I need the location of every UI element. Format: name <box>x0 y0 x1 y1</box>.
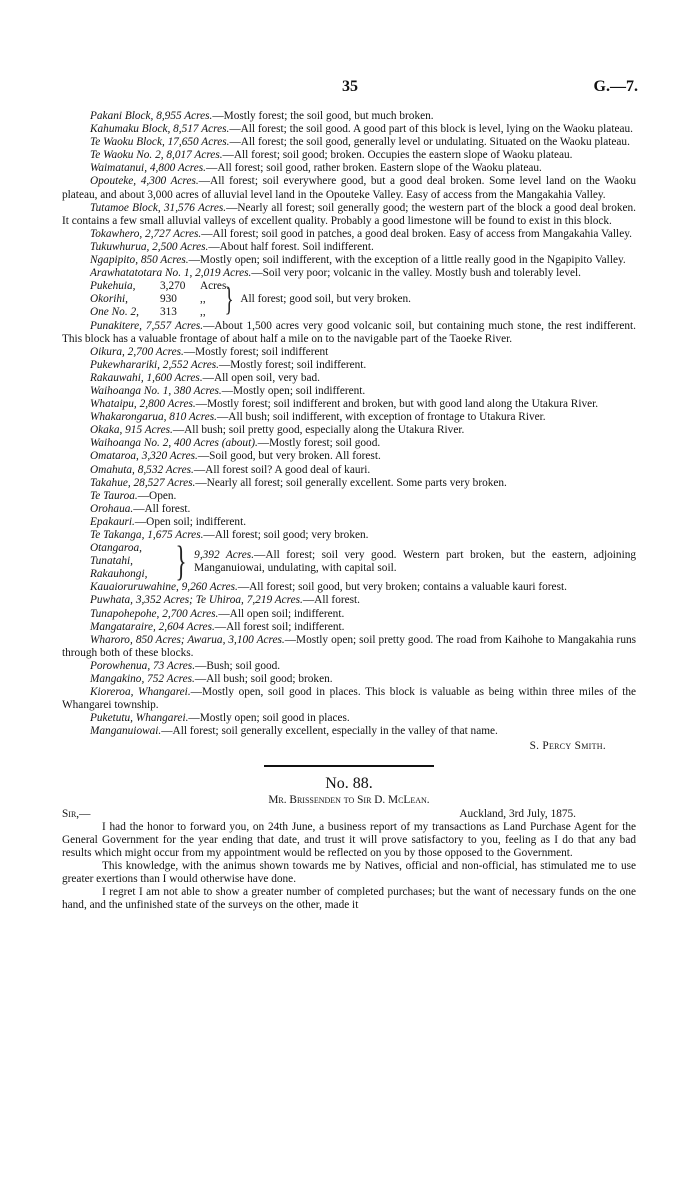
block-acres: 1,675 Acres. <box>147 529 204 541</box>
block-entry <box>62 673 636 686</box>
block-entry <box>62 254 636 267</box>
block-acres: 31,576 Acres. <box>163 201 227 214</box>
block-entry <box>62 490 636 503</box>
block-description: —Mostly forest; soil indifferent <box>183 345 329 358</box>
block-acres: 2,700 Acres. <box>162 607 219 620</box>
block-name: Wharoro, <box>90 633 133 646</box>
block-description: —Mostly open, soil good in places. This block is valuable as being within three miles of the Whangarei township. <box>62 686 636 712</box>
block-description: —Soil good, but very broken. All forest. <box>197 450 381 463</box>
block-description: —Mostly open; soil good in places. <box>188 712 350 725</box>
block-name: Whakarongarua, <box>90 411 167 424</box>
block-acres: 850 Acres; Awarua, 3,100 Acres. <box>135 633 285 646</box>
block-name: Omataroa, <box>90 450 139 463</box>
block-description: —About half forest. Soil indifferent. <box>208 240 374 253</box>
block-name: Manganuiowai. <box>90 725 162 738</box>
block-acres: 2,500 Acres. <box>152 240 209 253</box>
block-entry <box>62 228 636 241</box>
block-name: Orohaua. <box>90 502 134 515</box>
block-description: —About 1,500 acres very good volcanic soil, but containing much stone, the rest indifferent. This block has a valuable frontage of about half a mile on to the navigable part of the Taoeke River. <box>62 319 637 345</box>
block-acres: 4,300 Acres. <box>140 175 199 188</box>
block-description: —All forest; the soil good. A good part of this block is level, lying on the Waoku plateau. <box>229 123 633 136</box>
block-name: Tunapohepohe, <box>90 607 160 620</box>
block-acres: 2,552 Acres. <box>162 358 219 371</box>
block-name: Puketutu, Whangarei. <box>90 712 189 725</box>
block-acres: 8,955 Acres. <box>156 110 213 122</box>
block-description: —All forest; soil everywhere good, but a good deal broken. Some level land on the Waoku plateau, and about 3,000 acres of alluvial level land in the Opouteke Valley. Easy of access from the Mangakahia Valley. <box>62 175 637 201</box>
block-name: One No. 2, <box>90 306 139 319</box>
block-acres: 930 <box>160 293 177 306</box>
block-acres: 752 Acres. <box>147 673 195 686</box>
block-description: —All open soil, very bad. <box>202 371 320 384</box>
block-name: Takahue, <box>90 476 131 489</box>
block-description: —Soil very poor; volcanic in the valley. Mostly bush and tolerably level. <box>251 267 581 280</box>
block-entry <box>62 411 636 424</box>
block-entry <box>62 162 636 175</box>
grouped-block-row <box>90 306 218 319</box>
block-acres: 3,352 Acres; Te Uhiroa, 7,219 Acres. <box>135 594 303 607</box>
block-name: Tunatahi, <box>90 555 134 568</box>
block-entry <box>62 136 636 149</box>
letter-paragraph: I regret I am not able to show a greater number of completed purchases; but the want of necessary funds on the one hand, and the unfinished state of the surveys on the other, made it <box>62 886 636 912</box>
block-entry <box>62 149 636 162</box>
block-description: —Mostly forest; the soil good, but much broken. <box>212 110 434 122</box>
grouped-block-names <box>90 280 230 319</box>
block-entry <box>62 660 636 673</box>
block-entry <box>62 424 636 437</box>
block-name: Te Tauroa. <box>90 489 138 502</box>
block-name: Pakani Block, <box>90 110 154 122</box>
block-description: —Nearly all forest; soil generally good; the western part of the block a good deal broken. It contains a few small alluvial valleys of excellent quality. Probably a good limestone will be found to exist in this block. <box>62 201 636 227</box>
block-entries-3 <box>62 581 636 738</box>
block-acres: 8,517 Acres. <box>173 123 230 136</box>
block-acres: 3,270 <box>160 280 186 293</box>
block-acres: 850 Acres. <box>140 254 189 267</box>
block-description: —All forest; soil good; broken. Occupies the eastern slope of Waoku plateau. <box>222 149 573 162</box>
block-name: Te Waoku No. <box>90 149 153 162</box>
block-name: Omahuta, <box>90 463 135 476</box>
acres-unit: Acres. <box>200 280 230 293</box>
block-description: —Mostly forest; soil indifferent and broken, but with good land along the Utakura River. <box>195 398 599 411</box>
block-entry <box>62 346 636 359</box>
salutation: Sir,— <box>62 807 91 820</box>
block-entry <box>62 398 636 411</box>
grouped-blocks-1 <box>90 280 636 319</box>
block-entry <box>62 477 636 490</box>
block-description: —All forest. <box>133 502 191 515</box>
block-acres: 1, 2,019 Acres. <box>183 267 252 280</box>
page-number: 35 <box>342 78 358 95</box>
letter-paragraphs <box>62 821 636 913</box>
block-name: Oikura, <box>90 345 125 358</box>
block-description: —All forest; soil good in patches, a good deal broken. Easy of access from Mangakahia Valley. <box>201 227 632 240</box>
block-description: —All forest; soil good, rather broken. Eastern slope of the Waoku plateau. <box>206 162 542 175</box>
block-name: Okaka, <box>90 424 123 437</box>
block-entry <box>62 320 636 346</box>
block-name: Porowhenua, <box>90 659 151 672</box>
block-name: Otangaroa, <box>90 542 142 555</box>
block-description: —Mostly forest; soil indifferent. <box>218 358 367 371</box>
block-name: Pukehuia, <box>90 280 136 293</box>
block-description: —All forest; soil good, but very broken; contains a valuable kauri forest. <box>237 581 567 594</box>
letter-date: Auckland, 3rd July, 1875. <box>459 807 576 820</box>
block-description: —All forest; soil good; very broken. <box>203 529 369 541</box>
block-name: Rakauwahi, <box>90 371 144 384</box>
block-description: —All bush; soil good; broken. <box>194 673 333 686</box>
block-description: —All forest; soil generally excellent, especially in the valley of that name. <box>161 725 498 738</box>
letter-from-to: Mr. Brissenden to Sir D. McLean. <box>268 793 430 806</box>
block-entry <box>62 464 636 477</box>
block-description: —Bush; soil good. <box>195 659 281 672</box>
signature: S. Percy Smith. <box>529 739 606 752</box>
block-entries-2 <box>62 320 636 543</box>
block-name: Punakitere, <box>90 319 142 332</box>
block-name: Kahumaku Block, <box>90 123 171 136</box>
block-acres: 2,700 Acres. <box>127 345 184 358</box>
block-description: —Mostly open; soil pretty good. The road from Kaihohe to Mangakahia runs through both of these blocks. <box>62 633 637 659</box>
grouped-block-row <box>90 280 230 293</box>
block-acres: 810 Acres. <box>169 411 217 424</box>
grouped-block-row <box>90 293 218 306</box>
block-entry <box>62 529 636 542</box>
block-name: Mangakino, <box>90 673 145 686</box>
block-acres: 7,557 Acres. <box>145 319 204 332</box>
block-entry <box>62 123 636 136</box>
block-entry <box>62 241 636 254</box>
block-description: —Nearly all forest; soil generally excellent. Some parts very broken. <box>195 476 507 489</box>
block-entry <box>62 202 636 228</box>
block-name: Pukewharariki, <box>90 358 160 371</box>
brace-symbol: } <box>224 280 234 318</box>
block-name: Mangataraire, <box>90 620 156 633</box>
block-name: Whataipu, <box>90 398 137 411</box>
block-description: —All forest soil; indifferent. <box>214 620 345 633</box>
block-entry <box>62 385 636 398</box>
block-description: —All forest. <box>302 594 360 607</box>
block-name: Te Waoku Block, <box>90 136 165 149</box>
block-description: —All open soil; indifferent. <box>218 607 345 620</box>
block-description: —Open. <box>137 489 177 502</box>
block-name: Kauaioruruwahine, <box>90 581 179 594</box>
block-description: —All bush; soil pretty good, especially along the Utakura River. <box>172 424 465 437</box>
block-name: Arawhatatotara No. <box>90 267 182 280</box>
block-acres: 3,320 Acres. <box>141 450 198 463</box>
document-body <box>62 110 636 913</box>
block-acres: 2, 400 Acres (about). <box>162 437 258 450</box>
block-description: —Mostly forest; soil good. <box>257 437 381 450</box>
block-name: Kioreroa, Whangarei. <box>90 686 191 699</box>
block-name: Puwhata, <box>90 594 133 607</box>
block-acres: 2, 8,017 Acres. <box>155 149 223 162</box>
page-header <box>62 78 638 100</box>
block-acres: 2,800 Acres. <box>139 398 196 411</box>
block-name: Waimatanui, <box>90 162 148 175</box>
block-acres: 915 Acres. <box>125 424 173 437</box>
block-entry <box>62 110 636 123</box>
block-entry <box>62 608 636 621</box>
block-entry <box>62 516 636 529</box>
acres-unit: ,, <box>200 306 206 319</box>
block-entry <box>62 437 636 450</box>
block-entry <box>62 372 636 385</box>
block-entry <box>62 686 636 712</box>
block-name: Waihoanga No. <box>90 437 160 450</box>
block-entry <box>62 712 636 725</box>
block-acres: 1, 380 Acres. <box>162 384 222 397</box>
brace-symbol-2: } <box>175 538 187 585</box>
block-entry <box>62 175 636 201</box>
block-acres: 313 <box>160 306 177 319</box>
block-name: Tukuwhurua, <box>90 240 150 253</box>
block-acres: 28,527 Acres. <box>133 476 196 489</box>
block-entry <box>62 634 636 660</box>
block-description: —Mostly open; soil indifferent, with the exception of a little really good in the Ngapipito Valley. <box>188 254 626 267</box>
block-name: Rakauhongi, <box>90 568 148 581</box>
block-entry <box>62 725 636 738</box>
block-acres: 9,260 Acres. <box>181 581 238 594</box>
block-description: —All forest soil? A good deal of kauri. <box>193 463 371 476</box>
block-entry <box>62 359 636 372</box>
block-name: Tutamoe Block, <box>90 201 161 214</box>
acres-unit: ,, <box>200 293 206 306</box>
block-description: —Open soil; indifferent. <box>134 515 247 528</box>
block-acres: 17,650 Acres. <box>167 136 230 149</box>
letter-paragraph: I had the honor to forward you, on 24th June, a business report of my transactions as Land Purchase Agent for the General Government for the year ending that date, and trust it will prove satisfactory to you, feeling as I do that any bad results which might occur from my appointment would be reflected on you by those opposed to the Government. <box>62 820 636 860</box>
letter-dateline <box>62 808 636 821</box>
block-name: Tokawhero, <box>90 227 143 240</box>
grouped-blocks-2 <box>90 538 636 585</box>
letter-paragraph: This knowledge, with the animus shown towards me by Natives, official and non-official, has stimulated me to use greater exertions than I would otherwise have done. <box>62 860 636 886</box>
block-name: Okorihi, <box>90 293 128 306</box>
block-acres: 2,604 Acres. <box>158 620 215 633</box>
block-entry <box>62 594 636 607</box>
block-name: Te Takanga, <box>90 529 145 541</box>
letter-number: No. 88. <box>325 774 373 792</box>
section-divider <box>264 765 434 767</box>
block-entry <box>62 267 636 280</box>
block-entries <box>62 110 636 280</box>
grouped-block-description-2: 9,392 Acres.—All forest; soil very good. Western part broken, but the eastern, adjoining Manganuiowai, undulating, with capital soil. <box>194 548 636 574</box>
block-name: Epakauri. <box>90 515 135 528</box>
block-acres: 4,800 Acres. <box>149 162 207 175</box>
block-acres: 8,532 Acres. <box>137 463 194 476</box>
block-acres: 2,727 Acres. <box>145 227 202 240</box>
document-reference: G.—7. <box>593 78 638 95</box>
grouped-block-description: All forest; good soil, but very broken. <box>240 293 412 306</box>
block-description: —Mostly open; soil indifferent. <box>221 384 366 397</box>
block-acres: 73 Acres. <box>152 659 196 672</box>
block-acres: 1,600 Acres. <box>146 371 203 384</box>
block-entry <box>62 503 636 516</box>
block-name: Opouteke, <box>90 175 137 188</box>
grouped-block-names-2 <box>90 542 168 581</box>
block-description: —All bush; soil indifferent, with exception of frontage to Utakura River. <box>217 411 546 424</box>
block-entry <box>62 450 636 463</box>
block-entry <box>62 621 636 634</box>
block-name: Waihoanga No. <box>90 384 160 397</box>
block-entry <box>62 581 636 594</box>
block-name: Ngapipito, <box>90 254 139 267</box>
block-description: —All forest; the soil good, generally level or undulating. Situated on the Waoku plateau. <box>229 136 630 149</box>
